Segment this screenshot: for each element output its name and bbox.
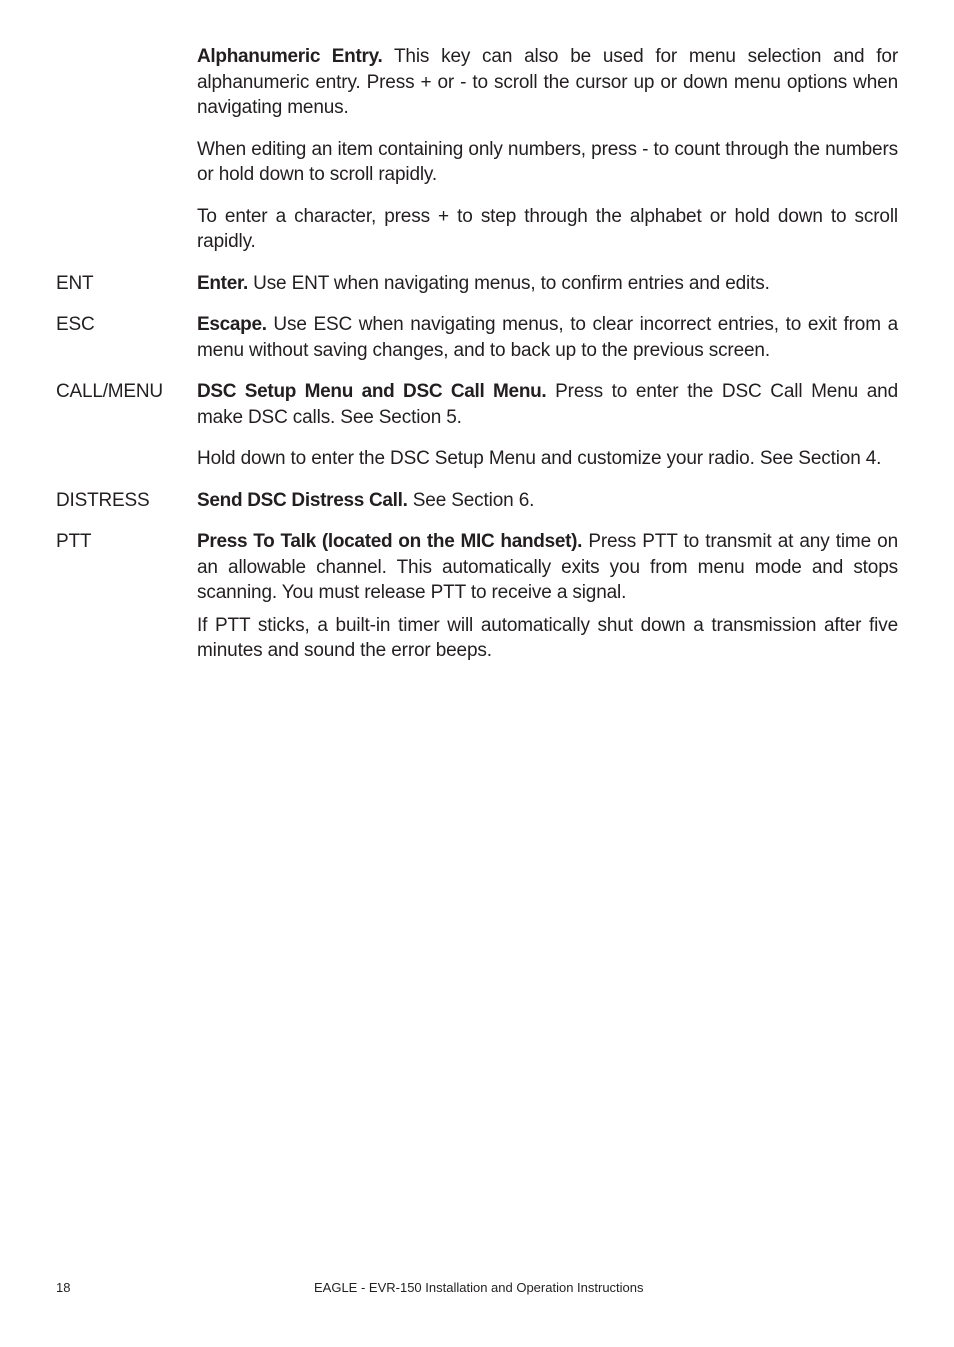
paragraph-text: Hold down to enter the DSC Setup Menu and customize your radio. See Section 4. [197, 448, 882, 469]
paragraph-text: If PTT sticks, a built-in timer will automatically shut down a transmission after five minutes and sound the error beeps. [197, 614, 898, 661]
paragraph [197, 271, 898, 297]
entry-key: CALL/MENU [56, 381, 163, 402]
entry-description [197, 271, 898, 313]
entry-heading: Escape. [197, 314, 267, 335]
paragraph [197, 44, 898, 121]
entry-key: DISTRESS [56, 489, 150, 511]
page-content [56, 44, 898, 680]
entry-key: ESC [56, 314, 95, 335]
entry-description [197, 488, 898, 530]
paragraph [197, 488, 898, 514]
entry-heading: Enter. [197, 272, 248, 294]
paragraph-text: See Section 6. [407, 489, 535, 511]
entry-description [197, 529, 898, 680]
entry-description [197, 312, 898, 379]
paragraph [197, 613, 898, 664]
entry-heading: Press To Talk (located on the MIC handset). [197, 531, 583, 552]
entry-key: ENT [56, 272, 94, 294]
entry-call-menu [56, 379, 898, 488]
paragraph [197, 312, 898, 363]
paragraph-text: Use ESC when navigating menus, to clear incorrect entries, to exit from a menu without saving changes, and to back up to the previous screen. [197, 314, 898, 361]
paragraph [197, 137, 898, 188]
paragraph [197, 379, 898, 430]
paragraph-text: When editing an item containing only numbers, press - to count through the numbers or hold down to scroll rapidly. [197, 138, 898, 185]
page-number: 18 [56, 1280, 71, 1295]
paragraph-text: This key can also be used for menu selection and for alphanumeric entry. Press + or - to scroll the cursor up or down menu options when navigating menus. [197, 46, 898, 118]
entry-heading: Alphanumeric Entry. [197, 46, 383, 67]
entry-alphanumeric [56, 44, 898, 271]
paragraph [197, 204, 898, 255]
paragraph-text: Press PTT to transmit at any time on an allowable channel. This automatically exits you from menu mode and stops scanning. You must release PTT to receive a signal. [197, 531, 898, 603]
entry-ent [56, 271, 898, 313]
entry-heading: DSC Setup Menu and DSC Call Menu. [197, 381, 547, 402]
paragraph-text: Use ENT when navigating menus, to confirm entries and edits. [248, 272, 770, 294]
entry-distress [56, 488, 898, 530]
entry-heading: Send DSC Distress Call. [197, 489, 408, 511]
paragraph-text: Press to enter the DSC Call Menu and make DSC calls. See Section 5. [197, 381, 898, 428]
entry-ptt [56, 529, 898, 680]
entry-key: PTT [56, 531, 92, 552]
entry-description [197, 379, 898, 488]
paragraph-text: To enter a character, press + to step through the alphabet or hold down to scroll rapidly. [197, 205, 898, 252]
document-title: EAGLE - EVR-150 Installation and Operation Instructions [314, 1280, 644, 1295]
entry-description [197, 44, 898, 271]
entry-esc [56, 312, 898, 379]
paragraph [197, 529, 898, 606]
paragraph [197, 446, 898, 472]
